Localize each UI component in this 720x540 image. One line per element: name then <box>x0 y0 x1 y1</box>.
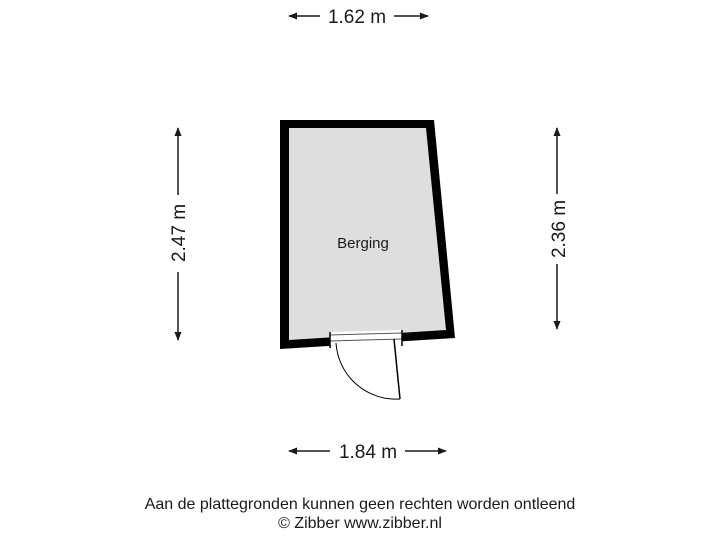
dimension-top-label: 1.62 m <box>327 7 387 28</box>
room-label: Berging <box>337 235 389 252</box>
disclaimer-text: Aan de plattegronden kunnen geen rechten worden ontleend <box>144 496 576 513</box>
room-floor <box>289 128 446 340</box>
door-swing-arc <box>336 343 400 399</box>
dimension-bottom-label: 1.84 m <box>338 442 398 463</box>
copyright-text: © Zibber www.zibber.nl <box>278 515 442 532</box>
dimension-left-label: 2.47 m <box>169 203 190 263</box>
dimension-right-label: 2.36 m <box>549 199 570 259</box>
door-leaf <box>394 339 400 399</box>
